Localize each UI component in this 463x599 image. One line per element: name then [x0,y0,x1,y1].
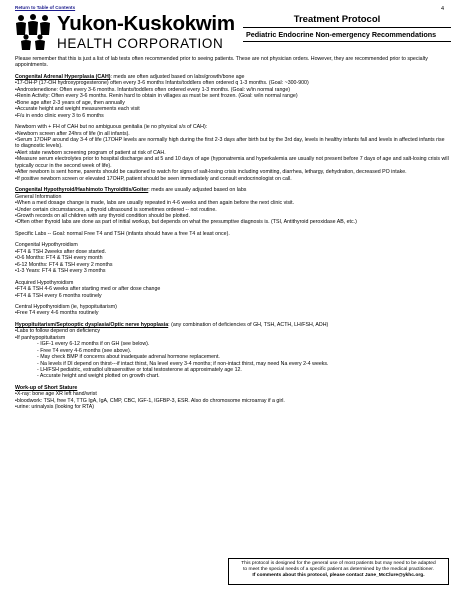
list-item: - Na levels if DI depend on thirst---if intact thirst, Na level every 3-4 months; if non-intact thirst, may need Na every 2-4 weeks. [37,361,450,367]
list-item: • Often other thyroid labs are done as part of initial workup, but depends on what the presumptive diagnosis is. (TSI, Antithyroid peroxidase AB, etc.) [15,219,450,225]
general-info-list [15,200,450,226]
document-body [15,56,450,411]
list-item: • Under certain circumstances, a thyroid ultrasound is sometimes ordered -- not routine. [15,207,450,213]
hypopituitarism-heading: Hypopituitarism/Septooptic dysplasia/Optic nerve hypoplasia: (any combination of deficiencies of GH, TSH, ACTH, LH/FSH, ADH) [15,321,329,328]
list-item: • After newborn is sent home, parents should be cautioned to watch for signs of salt-losing crisis including vomiting, diarrhea, lethargy, dehydration, decreased PO intake. [15,169,450,175]
logo-title: Yukon-Kuskokwim [57,12,235,35]
list-item: • When a med dosage change is made, labs are usually repeated in 4-6 weeks and then again before the next clinic visit. [15,200,450,206]
list-item: • urine: urinalysis (looking for RTA) [15,404,450,410]
hypothyroid-heading: Congenital Hypothyroid/Hashimoto Thyroiditis/Goiter: meds are usually adjusted based on labs [15,187,247,194]
short-stature-list [15,391,450,410]
return-to-toc-link[interactable]: Return to Table of Contents [15,5,76,10]
list-item: • If panhypopituitarism [15,335,450,341]
short-stature-heading: Work-up of Short Stature [15,384,78,391]
list-item: • FT4 & TSH 2weeks after dose started. [15,249,450,255]
list-item: • Labs to follow depend on deficiency [15,328,450,334]
list-item: - LH/FSH pediatric, estradiol ultrasensitive or total testosterone at approximately age 12. [37,367,450,373]
list-item: - Free T4 every 4-6 months (see above). [37,348,450,354]
header-divider [243,27,451,28]
list-item: • Accurate height and weight measurements each visit [15,106,450,112]
contact-line: If comments about this protocol, please contact Jane_McClure@ykhc.org. [252,573,425,578]
protocol-subtitle: Pediatric Endocrine Non-emergency Recommendations [246,30,437,39]
list-item: • 1-3 Years: FT4 & TSH every 3 months [15,268,450,274]
acquired-list [15,286,450,299]
hypopituitarism-list [15,328,450,341]
header-divider-bottom [243,41,451,42]
newborn-intro: Newborn with + FH of CAH but no ambiguous genitalia (ie no physical s/s of CAH): [15,124,208,131]
general-info-heading: General Information [15,193,62,200]
list-item: • Newborn screen after 24hrs of life (in all infants). [15,131,450,137]
cah-heading: Congenital Adrenal Hyperplasia (CAH): meds are often adjusted based on labs/growth/bone age [15,73,245,80]
protocol-title: Treatment Protocol [293,14,381,25]
newborn-list [15,131,450,183]
disclaimer-line: to meet the special needs of a specific patient as determined by the medical practitioner. [243,567,434,572]
cah-list [15,80,450,119]
list-item: • Bone age after 2-3 years of age, then annually [15,100,450,106]
list-item: - Accurate height and weight plotted on growth chart. [37,373,450,379]
list-item: • X-ray: bone age XR left hand/wrist [15,391,450,397]
list-item: • 6-12 Months: FT4 & TSH every 2 months [15,262,450,268]
specific-labs: Specific Labs -- Goal: normal Free T4 and TSH (infants should have a free T4 at least once). [15,230,230,237]
central-heading: Central Hypothyroidism (ie, hypopituitarism) [15,303,117,310]
list-item: • Alert state newborn screening program of patient at risk of CAH. [15,150,450,156]
disclaimer-line: This protocol is designed for the general use of most patients but may need to be adapted [241,561,436,566]
acquired-heading: Acquired Hypothyroidism [15,279,74,286]
list-item: • FT4 & TSH every 6 months routinely [15,293,450,299]
people-logo-icon [13,13,53,51]
list-item: • 17-OH-P (17-OH hydroxyprogesterone) often every 3-6 months Infants/toddlers often ordered q 1-3 months. (Goal: ~300-900) [15,80,450,86]
list-item: • 0-6 Months: FT4 & TSH every month [15,255,450,261]
list-item: • Measure serum electrolytes prior to hospital discharge and at 5 and 10 days of age (hyponatremia and hyperkalemia are usually not present before 7 days of age and salt-losing crisis will typically occur in the second week of life). [15,156,450,169]
list-item: • F/u in endo clinic every 3 to 6 months [15,113,450,119]
list-item: • Renin Activity: Often every 3-6 months. Renin hard to obtain in villages as must be sent frozen. (Goal: w/in normal range) [15,93,450,99]
list-item: - IGF-1 every 6-12 months if on GH (see below). [37,341,450,347]
list-item: • Serum 17OHP around day 3-4 of life (17OHP levels are normally high during the first 2-3 days after birth but by the 3rd day, levels in healthy infants fall and levels in affected infants rise to diagnostic levels). [15,137,450,150]
list-item: • Growth records on all children with any thyroid condition should be plotted. [15,213,450,219]
congenital-heading: Congenital Hypothyroidism [15,242,78,249]
page-number: 4 [440,6,444,12]
intro-paragraph: Please remember that this is just a list of lab tests often recommended prior to seeing patients. These are not physician orders. However, they are recommended prior to specialty appointments. [15,56,428,69]
list-item: • bloodwork: TSH, free T4, TTG IgA, IgA, CMP, CBC, IGF-1, IGFBP-3, ESR. Also do chromosome microarray if a girl. [15,398,450,404]
list-item: • Free T4 every 4-6 months routinely [15,310,450,316]
list-item: - May check BMP if concerns about inadequate adrenal hormone replacement. [37,354,450,360]
panhypopituitarism-list [15,341,450,380]
ykhc-logo [13,11,235,57]
list-item: • If positive newborn screen or elevated 17OHP, patient should be seen immediately and consult endocrinologist on call. [15,176,450,182]
list-item: • Androstenedione: Often every 3-6 months. Infants/toddlers often ordered every 1-3 months. (Goal: w/in normal range) [15,87,450,93]
disclaimer-box [228,558,449,585]
list-item: • FT4 & TSH 4-6 weeks after starting med or after dose change [15,286,450,292]
congenital-list [15,249,450,275]
logo-subtitle: HEALTH CORPORATION [57,36,224,51]
